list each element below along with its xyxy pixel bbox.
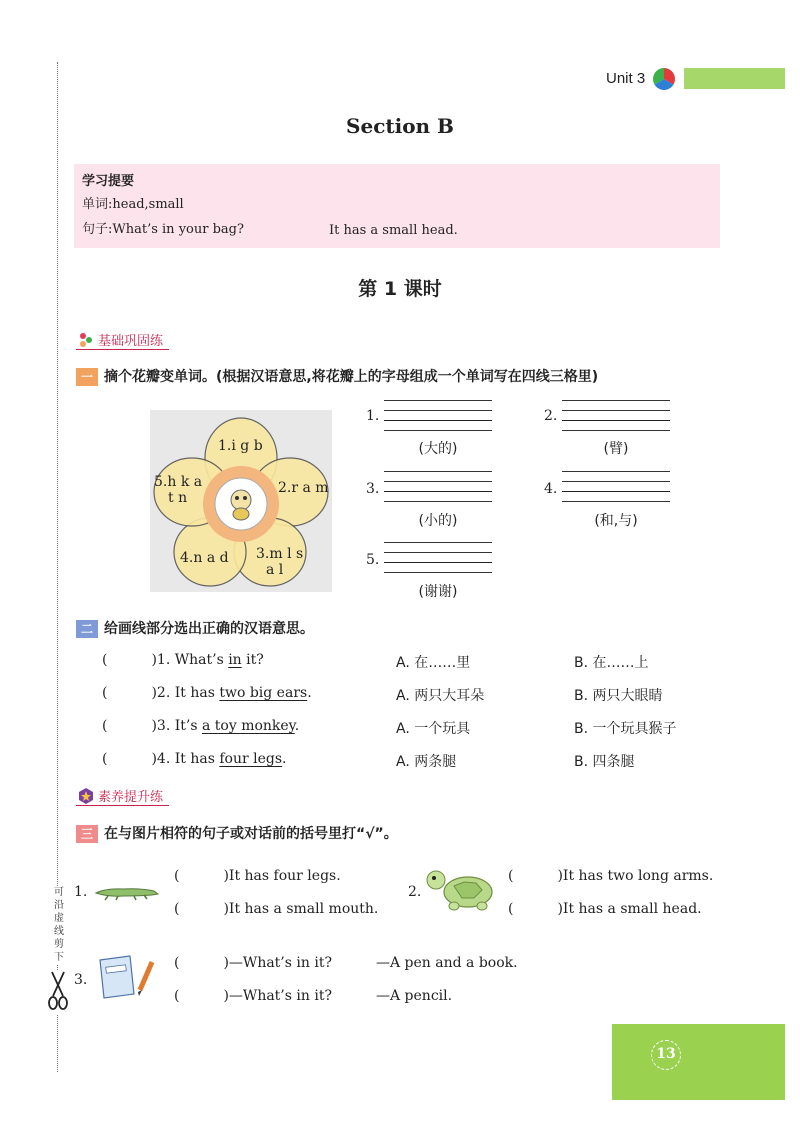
turtle-image <box>424 866 500 916</box>
writing-lines-1[interactable] <box>384 400 492 430</box>
question-number: 二 <box>76 620 98 638</box>
scissors-icon <box>47 970 69 1014</box>
question-2-title: 二 给画线部分选出正确的汉语意思。 <box>76 618 314 638</box>
group-1-number: 1. <box>74 884 88 900</box>
mc-2-option-b[interactable]: B. 两只大眼睛 <box>574 688 663 704</box>
mc-item-4[interactable]: ( )4. It has four legs. <box>102 751 287 767</box>
item-5-number: 5. <box>366 552 380 568</box>
g3-dialog-1[interactable]: ( )—What’s in it? <box>174 955 332 971</box>
item-2-number: 2. <box>544 408 558 424</box>
question-3-title: 三 在与图片相符的句子或对话前的括号里打“√”。 <box>76 823 398 843</box>
petal-4: 4.n a d <box>180 550 229 566</box>
page-number-box <box>612 1024 785 1100</box>
summary-sentence-1: 句子:What’s in your bag? <box>82 222 244 237</box>
petal-2: 2.r a m <box>278 480 329 496</box>
unit-ball-icon <box>653 68 675 90</box>
question-1-title: 一 摘个花瓣变单词。(根据汉语意思,将花瓣上的字母组成一个单词写在四线三格里) <box>76 366 598 386</box>
question-number: 一 <box>76 368 98 386</box>
petal-1: 1.i g b <box>218 438 263 454</box>
g1-sentence-2[interactable]: ( )It has a small mouth. <box>174 901 379 917</box>
group-2-number: 2. <box>408 884 422 900</box>
writing-lines-3[interactable] <box>384 471 492 501</box>
item-2-meaning: (臂) <box>603 441 629 457</box>
petal-5a: 5.h k a <box>154 474 203 490</box>
unit-label: Unit 3 <box>606 70 646 87</box>
g3-dialog-2-answer: —A pencil. <box>376 988 453 1004</box>
petal-3a: 3.m l s <box>256 546 304 562</box>
summary-sentence-2: It has a small head. <box>329 223 458 238</box>
petal-3b: a l <box>266 562 284 578</box>
item-1-number: 1. <box>366 408 380 424</box>
tag-basic: 基础巩固练 <box>76 330 169 350</box>
question-number: 三 <box>76 825 98 843</box>
flower-petals <box>150 410 332 592</box>
writing-lines-5[interactable] <box>384 542 492 572</box>
dots-icon <box>78 332 94 348</box>
summary-title: 学习提要 <box>82 174 135 189</box>
mc-4-option-a[interactable]: A. 两条腿 <box>396 754 457 770</box>
mc-4-option-b[interactable]: B. 四条腿 <box>574 754 635 770</box>
study-summary <box>74 164 720 248</box>
writing-lines-2[interactable] <box>562 400 670 430</box>
lesson-title: 第 1 课时 <box>358 278 442 300</box>
mc-1-option-b[interactable]: B. 在……上 <box>574 655 649 671</box>
g3-dialog-2[interactable]: ( )—What’s in it? <box>174 988 332 1004</box>
petal-5b: t n <box>168 490 188 506</box>
mc-2-option-a[interactable]: A. 两只大耳朵 <box>396 688 485 704</box>
mc-3-option-a[interactable]: A. 一个玩具 <box>396 721 471 737</box>
g2-sentence-2[interactable]: ( )It has a small head. <box>508 901 702 917</box>
page-number: 13 <box>651 1040 681 1070</box>
g2-sentence-1[interactable]: ( )It has two long arms. <box>508 868 714 884</box>
item-1-meaning: (大的) <box>418 441 458 457</box>
item-3-number: 3. <box>366 481 380 497</box>
item-5-meaning: (谢谢) <box>418 584 458 600</box>
mc-item-2[interactable]: ( )2. It has two big ears. <box>102 685 312 701</box>
g1-sentence-1[interactable]: ( )It has four legs. <box>174 868 341 884</box>
item-4-number: 4. <box>544 481 558 497</box>
mc-item-3[interactable]: ( )3. It’s a toy monkey. <box>102 718 300 734</box>
book-and-pencil-image <box>94 954 162 1000</box>
section-title: Section B <box>346 114 454 138</box>
crocodile-image <box>94 882 160 902</box>
writing-lines-4[interactable] <box>562 471 670 501</box>
mc-3-option-b[interactable]: B. 一个玩具猴子 <box>574 721 677 737</box>
star-badge-icon <box>78 788 94 804</box>
mc-1-option-a[interactable]: A. 在……里 <box>396 655 471 671</box>
summary-words: 单词:head,small <box>82 197 184 212</box>
tag-advance: 素养提升练 <box>76 786 169 806</box>
cut-instruction: 可 沿 虚 线 剪 下 <box>54 887 64 963</box>
group-3-number: 3. <box>74 972 88 988</box>
unit-bar <box>684 68 785 89</box>
mc-item-1[interactable]: ( )1. What’s in it? <box>102 652 264 668</box>
item-3-meaning: (小的) <box>418 513 458 529</box>
g3-dialog-1-answer: —A pen and a book. <box>376 955 518 971</box>
item-4-meaning: (和,与) <box>594 513 638 529</box>
